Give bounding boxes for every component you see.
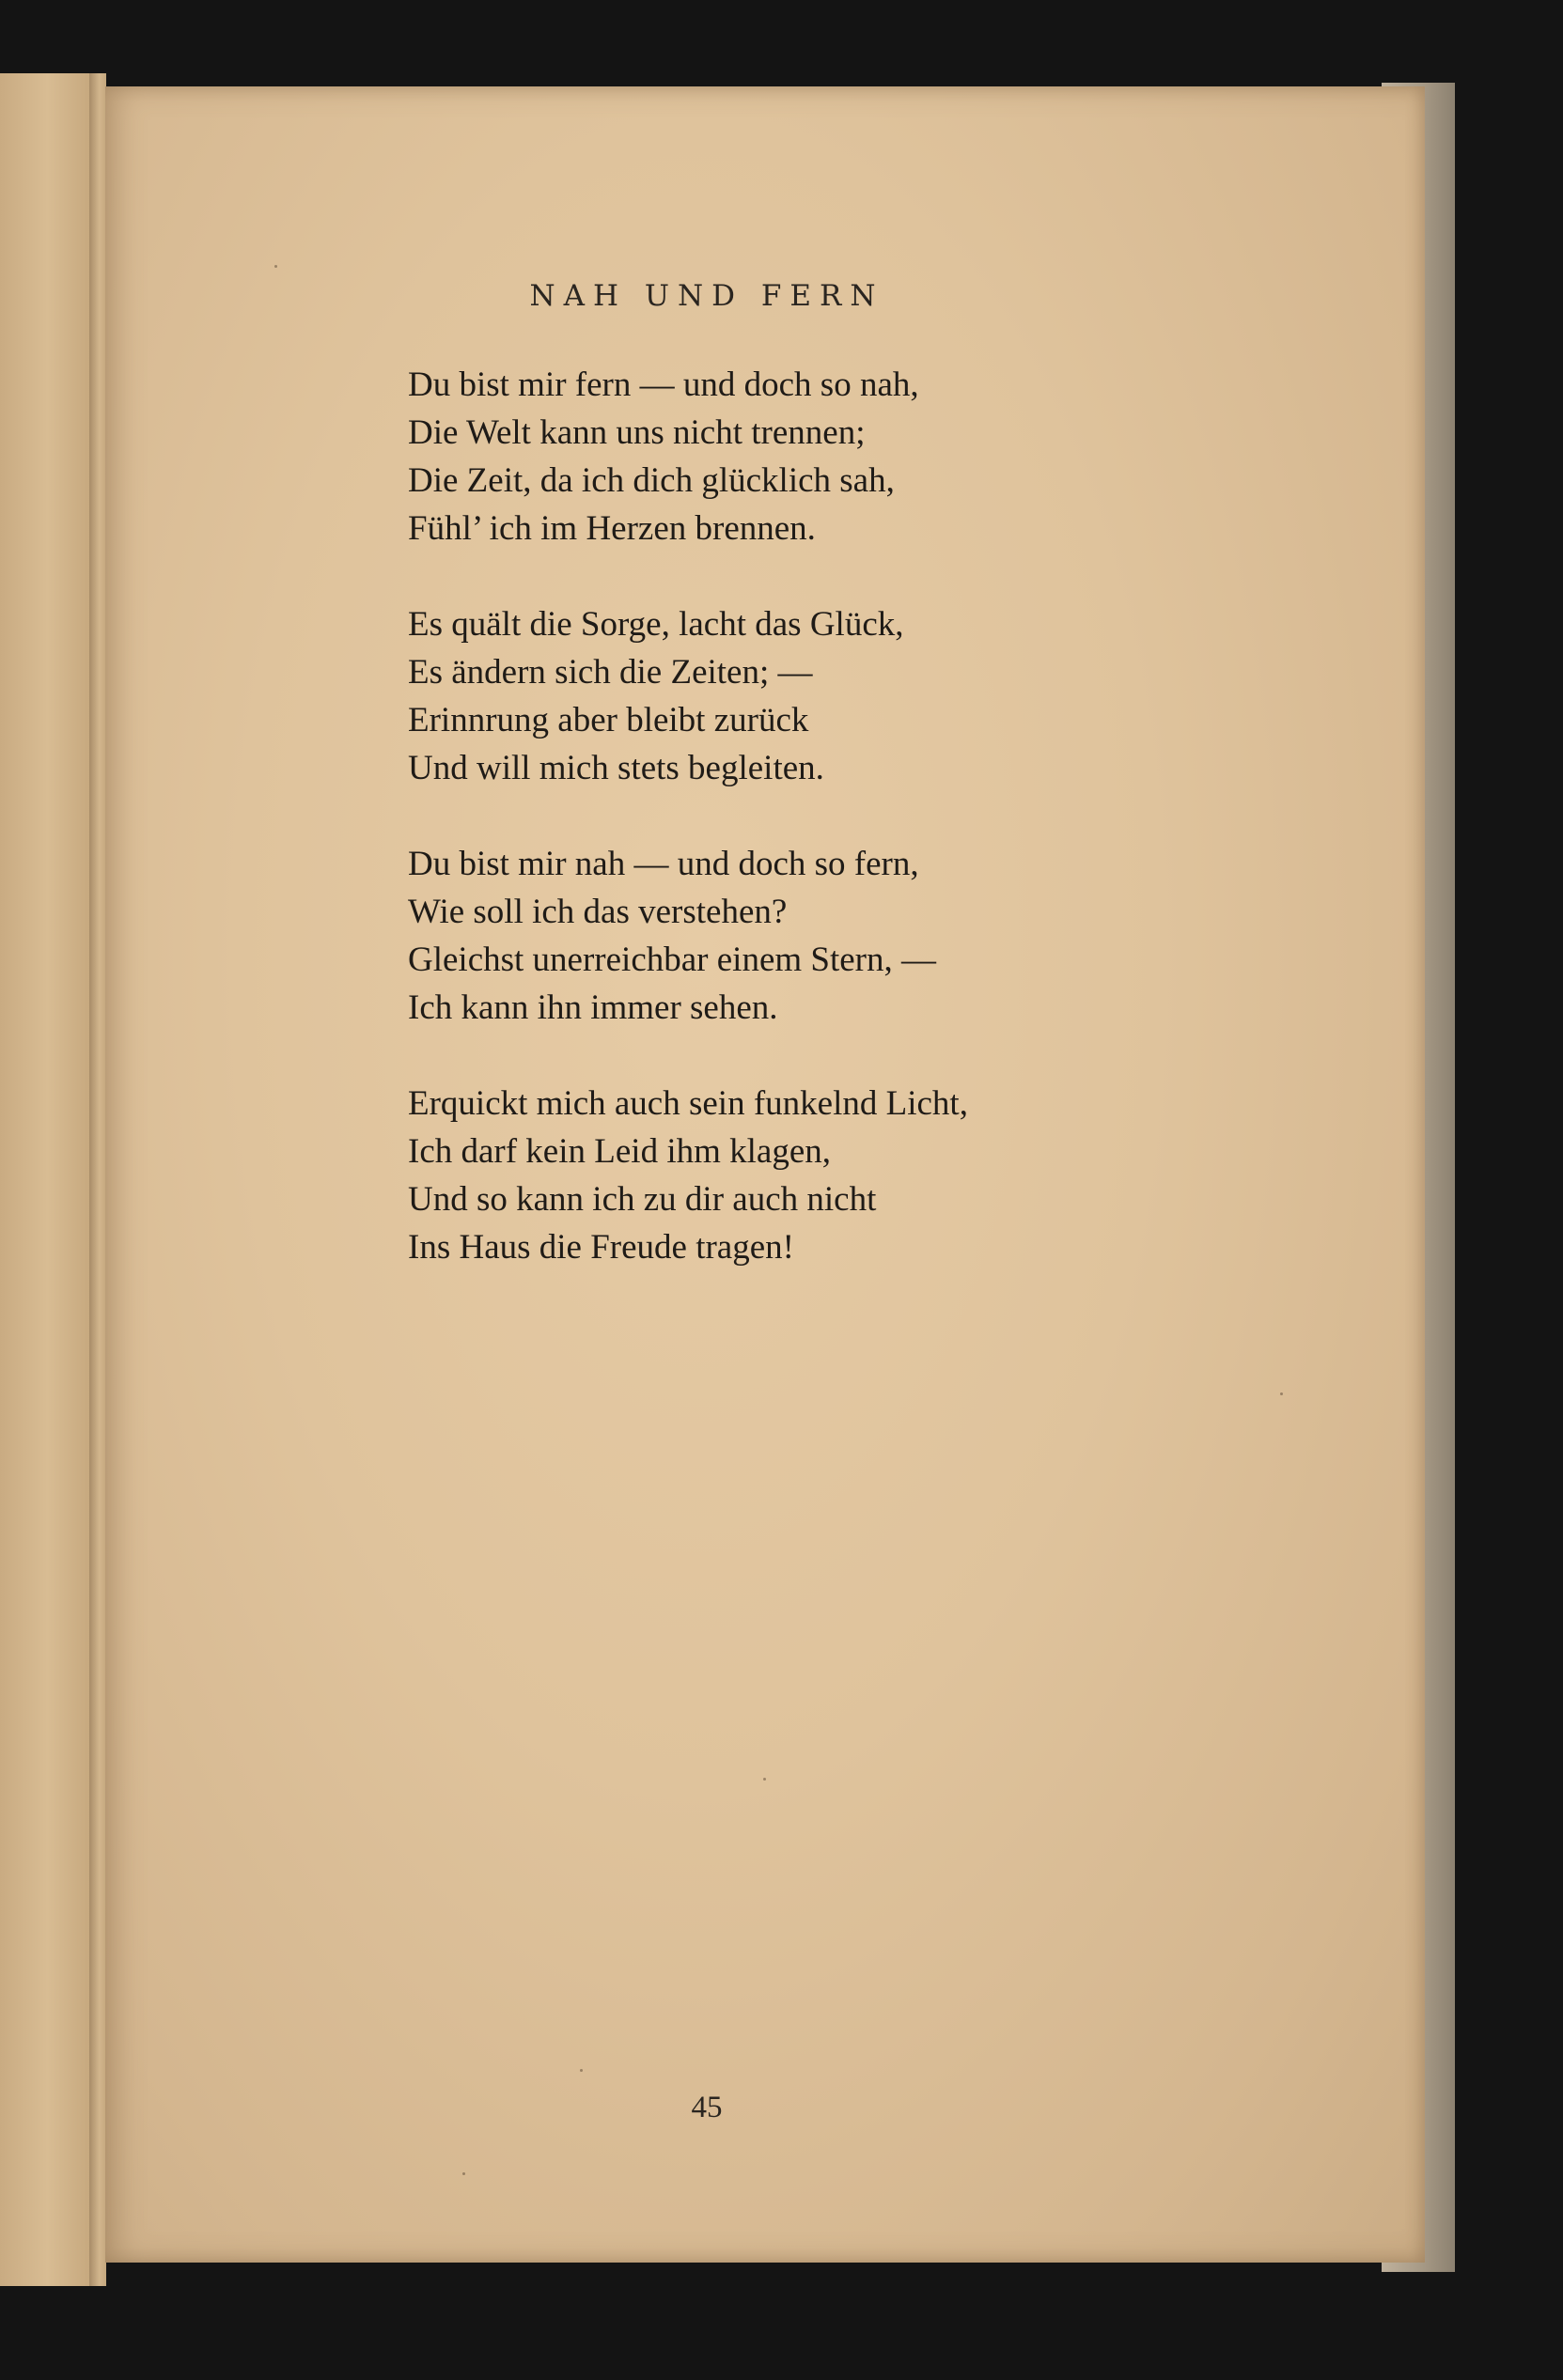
stanza xyxy=(408,1080,1122,1271)
verse-line: Wie soll ich das verstehen? xyxy=(408,893,788,931)
verse-line: Ins Haus die Freude tragen! xyxy=(408,1228,794,1267)
paper-speck xyxy=(462,2172,465,2175)
paper-speck xyxy=(580,2069,583,2072)
verse-line: Ich darf kein Leid ihm klagen, xyxy=(408,1132,831,1171)
verse-line: Die Zeit, da ich dich glücklich sah, xyxy=(408,461,895,500)
verse-line: Es ändern sich die Zeiten; — xyxy=(408,653,813,692)
stanza xyxy=(408,600,1122,792)
paper-speck xyxy=(763,1778,766,1781)
verse-line: Und so kann ich zu dir auch nicht xyxy=(408,1180,877,1219)
paper-speck xyxy=(274,265,277,268)
verse-line: Es quält die Sorge, lacht das Glück, xyxy=(408,605,904,644)
verse-line: Erquickt mich auch sein funkelnd Licht, xyxy=(408,1084,968,1123)
page-number: 45 xyxy=(691,2091,723,2124)
poem-title: NAH UND FERN xyxy=(529,279,884,313)
poem-body xyxy=(408,361,1122,1319)
gutter xyxy=(89,73,106,2286)
verse-line: Die Welt kann uns nicht trennen; xyxy=(408,413,866,452)
verse-line: Gleichst unerreichbar einem Stern, — xyxy=(408,941,936,979)
verse-line: Du bist mir fern — und doch so nah, xyxy=(408,366,919,404)
verse-line: Du bist mir nah — und doch so fern, xyxy=(408,845,919,883)
stanza xyxy=(408,840,1122,1032)
paper-speck xyxy=(1280,1392,1283,1395)
verse-line: Ich kann ihn immer sehen. xyxy=(408,988,778,1027)
stanza xyxy=(408,361,1122,552)
verse-line: Erinnrung aber bleibt zurück xyxy=(408,701,809,739)
book-page xyxy=(105,86,1425,2263)
verse-line: Fühl’ ich im Herzen brennen. xyxy=(408,509,816,548)
verse-line: Und will mich stets begleiten. xyxy=(408,749,824,787)
